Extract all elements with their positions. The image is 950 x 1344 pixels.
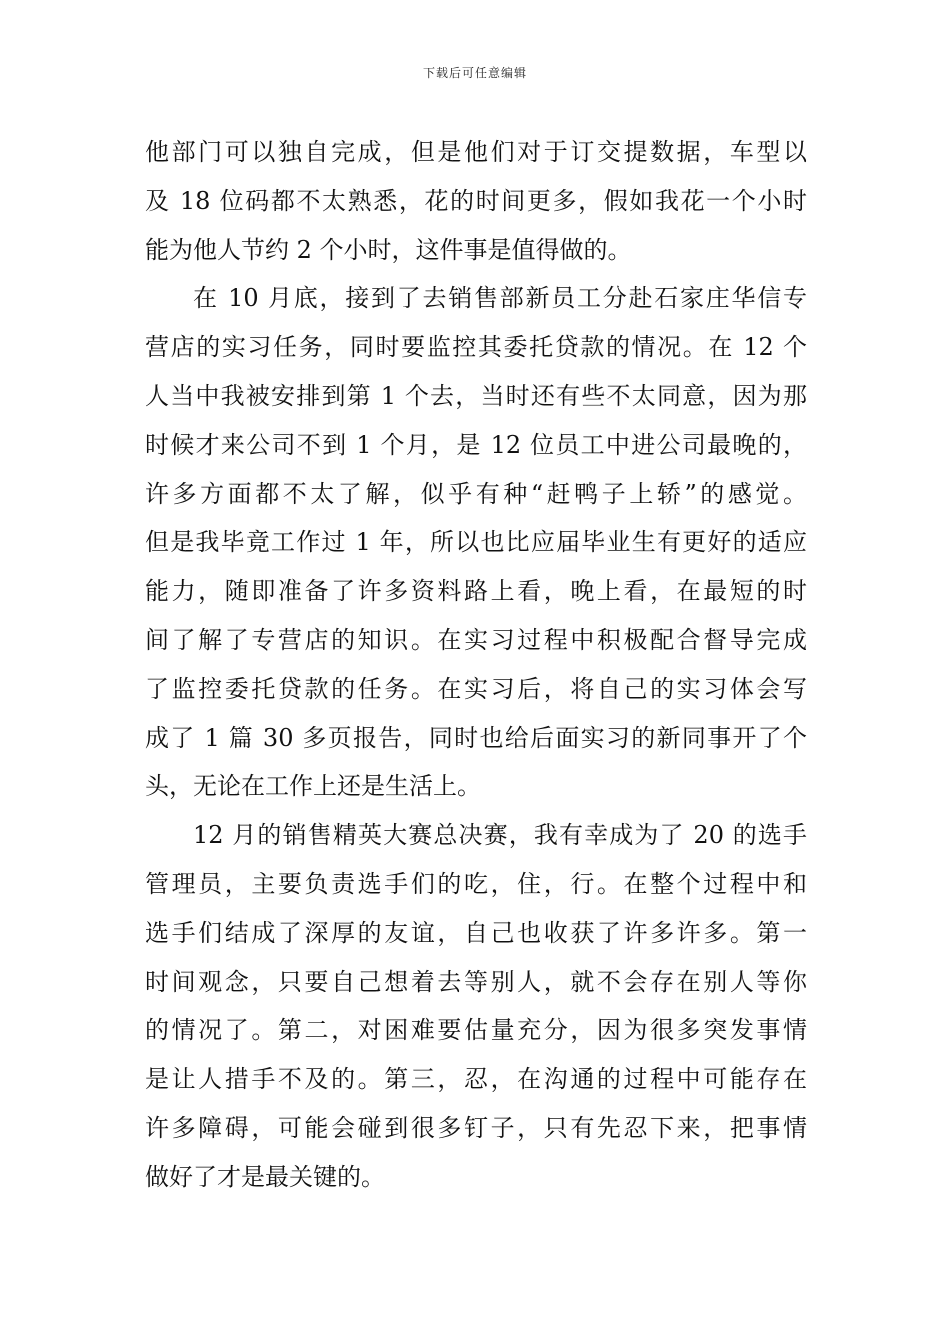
text-line: 时候才来公司不到 1 个月，是 12 位员工中进公司最晚的，: [145, 430, 807, 459]
text-line: 许多方面都不太了解，似乎有种“赶鸭子上轿”的感觉。: [145, 479, 807, 508]
text-line: 营店的实习任务，同时要监控其委托贷款的情况。在 12 个: [145, 333, 807, 362]
paragraph-3: [145, 811, 807, 1201]
text-line: 在 10 月底，接到了去销售部新员工分赴石家庄华信专: [193, 284, 807, 313]
text-line: 间了解了专营店的知识。在实习过程中积极配合督导完成: [145, 625, 807, 654]
paragraph-2: [145, 274, 807, 811]
text-line: 他部门可以独自完成，但是他们对于订交提数据，车型以: [145, 138, 807, 166]
text-line: 能为他人节约 2 个小时，这件事是值得做的。: [145, 235, 632, 264]
page-header: 下载后可任意编辑: [422, 66, 527, 80]
paragraph-1: [145, 128, 807, 274]
text-line: 许多障碍，可能会碰到很多钉子，只有先忍下来，把事情: [145, 1113, 807, 1142]
text-line: 头，无论在工作上还是生活上。: [145, 772, 481, 801]
text-line: 管理员，主要负责选手们的吃，住，行。在整个过程中和: [145, 869, 807, 898]
text-line: 及 18 位码都不太熟悉，花的时间更多，假如我花一个小时: [145, 186, 807, 215]
text-line: 了监控委托贷款的任务。在实习后，将自己的实习体会写: [145, 674, 807, 703]
text-line: 做好了才是最关键的。: [145, 1162, 385, 1191]
text-line: 选手们结成了深厚的友谊，自己也收获了许多许多。第一: [145, 918, 807, 947]
text-line: 12 月的销售精英大赛总决赛，我有幸成为了 20 的选手: [193, 821, 807, 850]
text-line: 时间观念，只要自己想着去等别人，就不会存在别人等你: [145, 967, 807, 996]
text-line: 人当中我被安排到第 1 个去，当时还有些不太同意，因为那: [145, 381, 807, 410]
text-line: 的情况了。第二，对困难要估量充分，因为很多突发事情: [145, 1016, 807, 1045]
document-body: [145, 128, 807, 1202]
text-line: 但是我毕竟工作过 1 年，所以也比应届毕业生有更好的适应: [145, 528, 807, 557]
text-line: 成了 1 篇 30 多页报告，同时也给后面实习的新同事开了个: [145, 723, 807, 752]
text-line: 是让人措手不及的。第三，忍，在沟通的过程中可能存在: [145, 1065, 807, 1094]
text-line: 能力，随即准备了许多资料路上看，晚上看，在最短的时: [145, 577, 807, 606]
